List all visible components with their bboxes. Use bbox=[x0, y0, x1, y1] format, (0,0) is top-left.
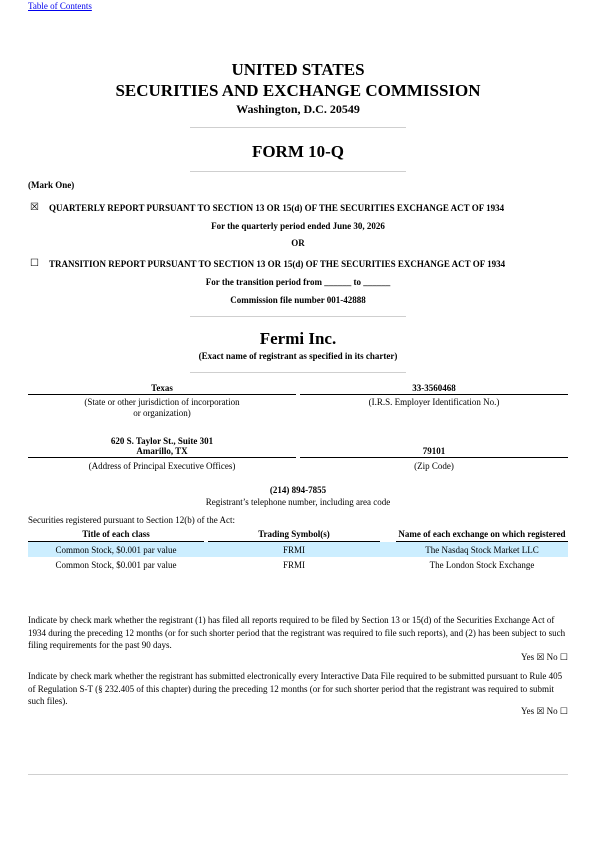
address-caption: (Address of Principal Executive Offices) bbox=[88, 461, 236, 471]
registrant-name: Fermi Inc. bbox=[259, 329, 337, 348]
table-row bbox=[28, 542, 568, 558]
ein-caption: (I.R.S. Employer Identification No.) bbox=[368, 397, 500, 407]
yes-label: Yes bbox=[520, 652, 535, 662]
divider bbox=[190, 316, 406, 317]
address-line-1: 620 S. Taylor St., Suite 301 bbox=[110, 436, 214, 446]
zip-underline bbox=[300, 457, 568, 458]
address-line-2: Amarillo, TX bbox=[136, 446, 188, 456]
mark-one-label: (Mark One) bbox=[28, 180, 75, 190]
quarterly-period: For the quarterly period ended June 30, 2026 bbox=[211, 221, 385, 231]
quarterly-report-label: QUARTERLY REPORT PURSUANT TO SECTION 13 OR 15(d) OF THE SECURITIES EXCHANGE ACT OF 1934 bbox=[49, 203, 505, 213]
zip-caption: (Zip Code) bbox=[414, 461, 454, 471]
form-title: FORM 10-Q bbox=[251, 142, 345, 161]
state-underline bbox=[28, 394, 296, 395]
header-united-states: UNITED STATES bbox=[231, 60, 365, 79]
no-label: No bbox=[546, 706, 558, 716]
cell-exchange: The Nasdaq Stock Market LLC bbox=[396, 542, 568, 558]
zip-value: 79101 bbox=[422, 446, 446, 456]
cell-symbol: FRMI bbox=[282, 559, 305, 570]
yes-checkbox[interactable]: ☒ bbox=[536, 652, 545, 662]
securities-intro: Securities registered pursuant to Section 12(b) of the Act: bbox=[28, 515, 235, 525]
no-checkbox[interactable]: ☐ bbox=[559, 706, 568, 716]
cell-title: Common Stock, $0.001 par value bbox=[28, 542, 204, 558]
address-underline bbox=[28, 457, 296, 458]
state-caption-line-1: (State or other jurisdiction of incorporation bbox=[84, 397, 240, 407]
question-2-text: Indicate by check mark whether the registrant has submitted electronically every Interactive Data File required to be submitted pursuant to Rule 405 of Regulation S-T (§ 232.405 of this chapter) during the preceding 12 months (or for such shorter period that the registrant was required to submit such files). bbox=[28, 671, 563, 706]
quarterly-report-checkbox[interactable]: ☒ bbox=[30, 202, 39, 213]
phone-caption: Registrant’s telephone number, including area code bbox=[205, 497, 391, 507]
transition-report-label: TRANSITION REPORT PURSUANT TO SECTION 13 OR 15(d) OF THE SECURITIES EXCHANGE ACT OF 1934 bbox=[49, 259, 506, 269]
transition-period: For the transition period from ______ to ______ bbox=[205, 277, 391, 287]
state-value: Texas bbox=[151, 383, 173, 393]
state-caption bbox=[28, 397, 296, 419]
address-value bbox=[28, 436, 296, 456]
cell-title: Common Stock, $0.001 par value bbox=[55, 559, 177, 570]
no-label: No bbox=[546, 652, 558, 662]
question-1-text: Indicate by check mark whether the registrant (1) has filed all reports required to be filed by Section 13 or 15(d) of the Securities Exchange Act of 1934 during the preceding 12 months (or for such shorter period that the registrant was required to file such reports), and (2) has been subject to such filing requirements for the past 90 days. bbox=[28, 615, 566, 650]
no-checkbox[interactable]: ☐ bbox=[559, 652, 568, 662]
transition-report-checkbox[interactable]: ☐ bbox=[30, 258, 39, 269]
table-header-row bbox=[28, 528, 568, 542]
divider bbox=[190, 171, 406, 172]
cell-exchange: The London Stock Exchange bbox=[429, 559, 535, 570]
phone-value: (214) 894-7855 bbox=[269, 485, 327, 495]
column-header-symbol: Trading Symbol(s) bbox=[208, 528, 380, 542]
page-footer-divider bbox=[28, 774, 568, 775]
header-washington: Washington, D.C. 20549 bbox=[236, 102, 360, 116]
table-of-contents-link[interactable]: Table of Contents bbox=[28, 1, 92, 11]
question-2-answer bbox=[521, 706, 568, 717]
yes-label: Yes bbox=[520, 706, 535, 716]
divider bbox=[190, 372, 406, 373]
or-text: OR bbox=[291, 238, 305, 248]
question-1-answer bbox=[521, 652, 568, 663]
ein-underline bbox=[300, 394, 568, 395]
column-header-exchange: Name of each exchange on which registered bbox=[396, 528, 568, 542]
yes-checkbox[interactable]: ☒ bbox=[536, 706, 545, 716]
column-header-title: Title of each class bbox=[28, 528, 204, 542]
registrant-name-caption: (Exact name of registrant as specified in its charter) bbox=[198, 351, 398, 361]
cell-symbol: FRMI bbox=[208, 542, 380, 558]
commission-file-number: Commission file number 001-42888 bbox=[230, 295, 366, 305]
securities-table bbox=[28, 528, 568, 572]
divider bbox=[190, 127, 406, 128]
ein-value: 33-3560468 bbox=[412, 383, 456, 393]
header-sec: SECURITIES AND EXCHANGE COMMISSION bbox=[115, 81, 481, 100]
table-row bbox=[28, 557, 568, 572]
state-caption-line-2: or organization) bbox=[133, 408, 191, 418]
